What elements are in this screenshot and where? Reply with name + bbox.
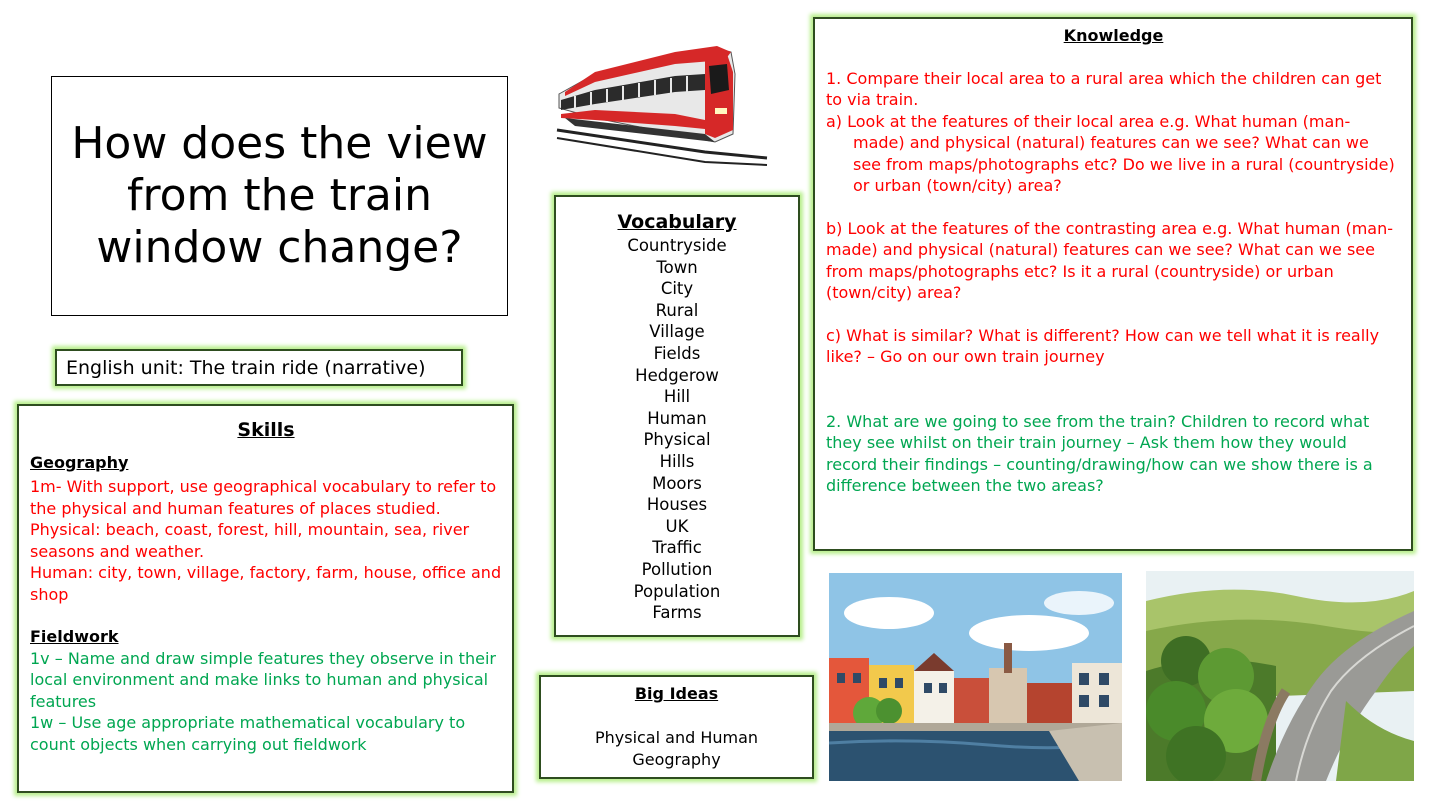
vocab-word: Countryside xyxy=(627,236,727,255)
skills-box xyxy=(17,404,514,793)
town-illustration xyxy=(829,573,1122,781)
fieldwork-text xyxy=(30,648,502,756)
big-ideas-box xyxy=(539,675,814,779)
knowledge-item-a: a) Look at the features of their local area e.g. What human (man-made) and physical (natural) features can we see? What can we see from maps/photographs etc? Do we live in a rural (countryside) or urban (town/city) area? xyxy=(826,111,1395,195)
big-ideas-text: Physical and Human Geography xyxy=(594,728,759,769)
vocab-word: Pollution xyxy=(641,559,713,579)
vocab-word: Rural xyxy=(655,300,699,320)
vocab-word: Hedgerow xyxy=(635,365,719,385)
train-image xyxy=(555,34,771,166)
fieldwork-heading: Fieldwork xyxy=(30,627,119,646)
title-box xyxy=(51,76,508,316)
town-image xyxy=(829,573,1122,781)
vocab-word: UK xyxy=(665,516,689,536)
train-illustration xyxy=(555,34,771,166)
vocab-word: Fields xyxy=(653,343,701,363)
geography-line-1: 1m- With support, use geographical vocabulary to refer to the physical and human features of places studied. xyxy=(30,477,497,518)
countryside-illustration xyxy=(1146,571,1414,781)
vocab-word: Hill xyxy=(663,387,691,407)
knowledge-item-b: b) Look at the features of the contrasting area e.g. What human (man-made) and physical (natural) features can we see? What can we see from maps/photographs etc? Is it a rural (countryside) or urban (town/city) area? xyxy=(826,218,1394,302)
knowledge-item-2: 2. What are we going to see from the train? Children to record what they see whilst on their train journey – Ask them how they would record their findings – counting/drawing/how can we show there is a difference between the two areas? xyxy=(826,411,1373,495)
knowledge-heading: Knowledge xyxy=(1063,26,1164,45)
knowledge-item-c: c) What is similar? What is different? How can we tell what it is really like? – Go on our own train journey xyxy=(826,325,1380,366)
page-title: How does the view from the train window change? xyxy=(71,118,488,273)
knowledge-item-1: 1. Compare their local area to a rural area which the children can get to via train. xyxy=(826,68,1382,109)
english-unit-box xyxy=(55,349,463,386)
vocab-word: Farms xyxy=(652,603,702,623)
fieldwork-line-2: 1w – Use age appropriate mathematical vocabulary to count objects when carrying out fieldwork xyxy=(30,713,466,754)
vocabulary-heading: Vocabulary xyxy=(617,211,737,233)
big-ideas-heading: Big Ideas xyxy=(634,684,719,703)
vocabulary-list xyxy=(556,235,798,624)
vocab-word: Traffic xyxy=(652,538,702,558)
vocabulary-box xyxy=(554,195,800,637)
skills-heading: Skills xyxy=(237,419,295,441)
geography-line-3: Human: city, town, village, factory, farm, house, office and shop xyxy=(30,563,502,604)
knowledge-red-section xyxy=(826,68,1401,368)
vocab-word: City xyxy=(660,279,694,299)
vocab-word: Hills xyxy=(659,451,695,471)
countryside-image xyxy=(1146,571,1414,781)
vocab-word: Moors xyxy=(652,473,702,493)
fieldwork-line-1: 1v – Name and draw simple features they observe in their local environment and make links to human and physical features xyxy=(30,648,496,711)
vocab-word: Village xyxy=(649,322,705,342)
vocab-word: Population xyxy=(633,581,721,601)
vocab-word: Houses xyxy=(646,495,708,515)
vocab-word: Human xyxy=(647,408,707,428)
geography-heading: Geography xyxy=(30,452,129,472)
english-unit-label: English unit: The train ride (narrative) xyxy=(66,356,426,379)
vocab-word: Town xyxy=(656,257,698,277)
geography-text xyxy=(30,476,502,605)
vocab-word: Physical xyxy=(643,430,711,450)
knowledge-box xyxy=(813,17,1413,551)
geography-line-2: Physical: beach, coast, forest, hill, mountain, sea, river seasons and weather. xyxy=(30,520,470,561)
